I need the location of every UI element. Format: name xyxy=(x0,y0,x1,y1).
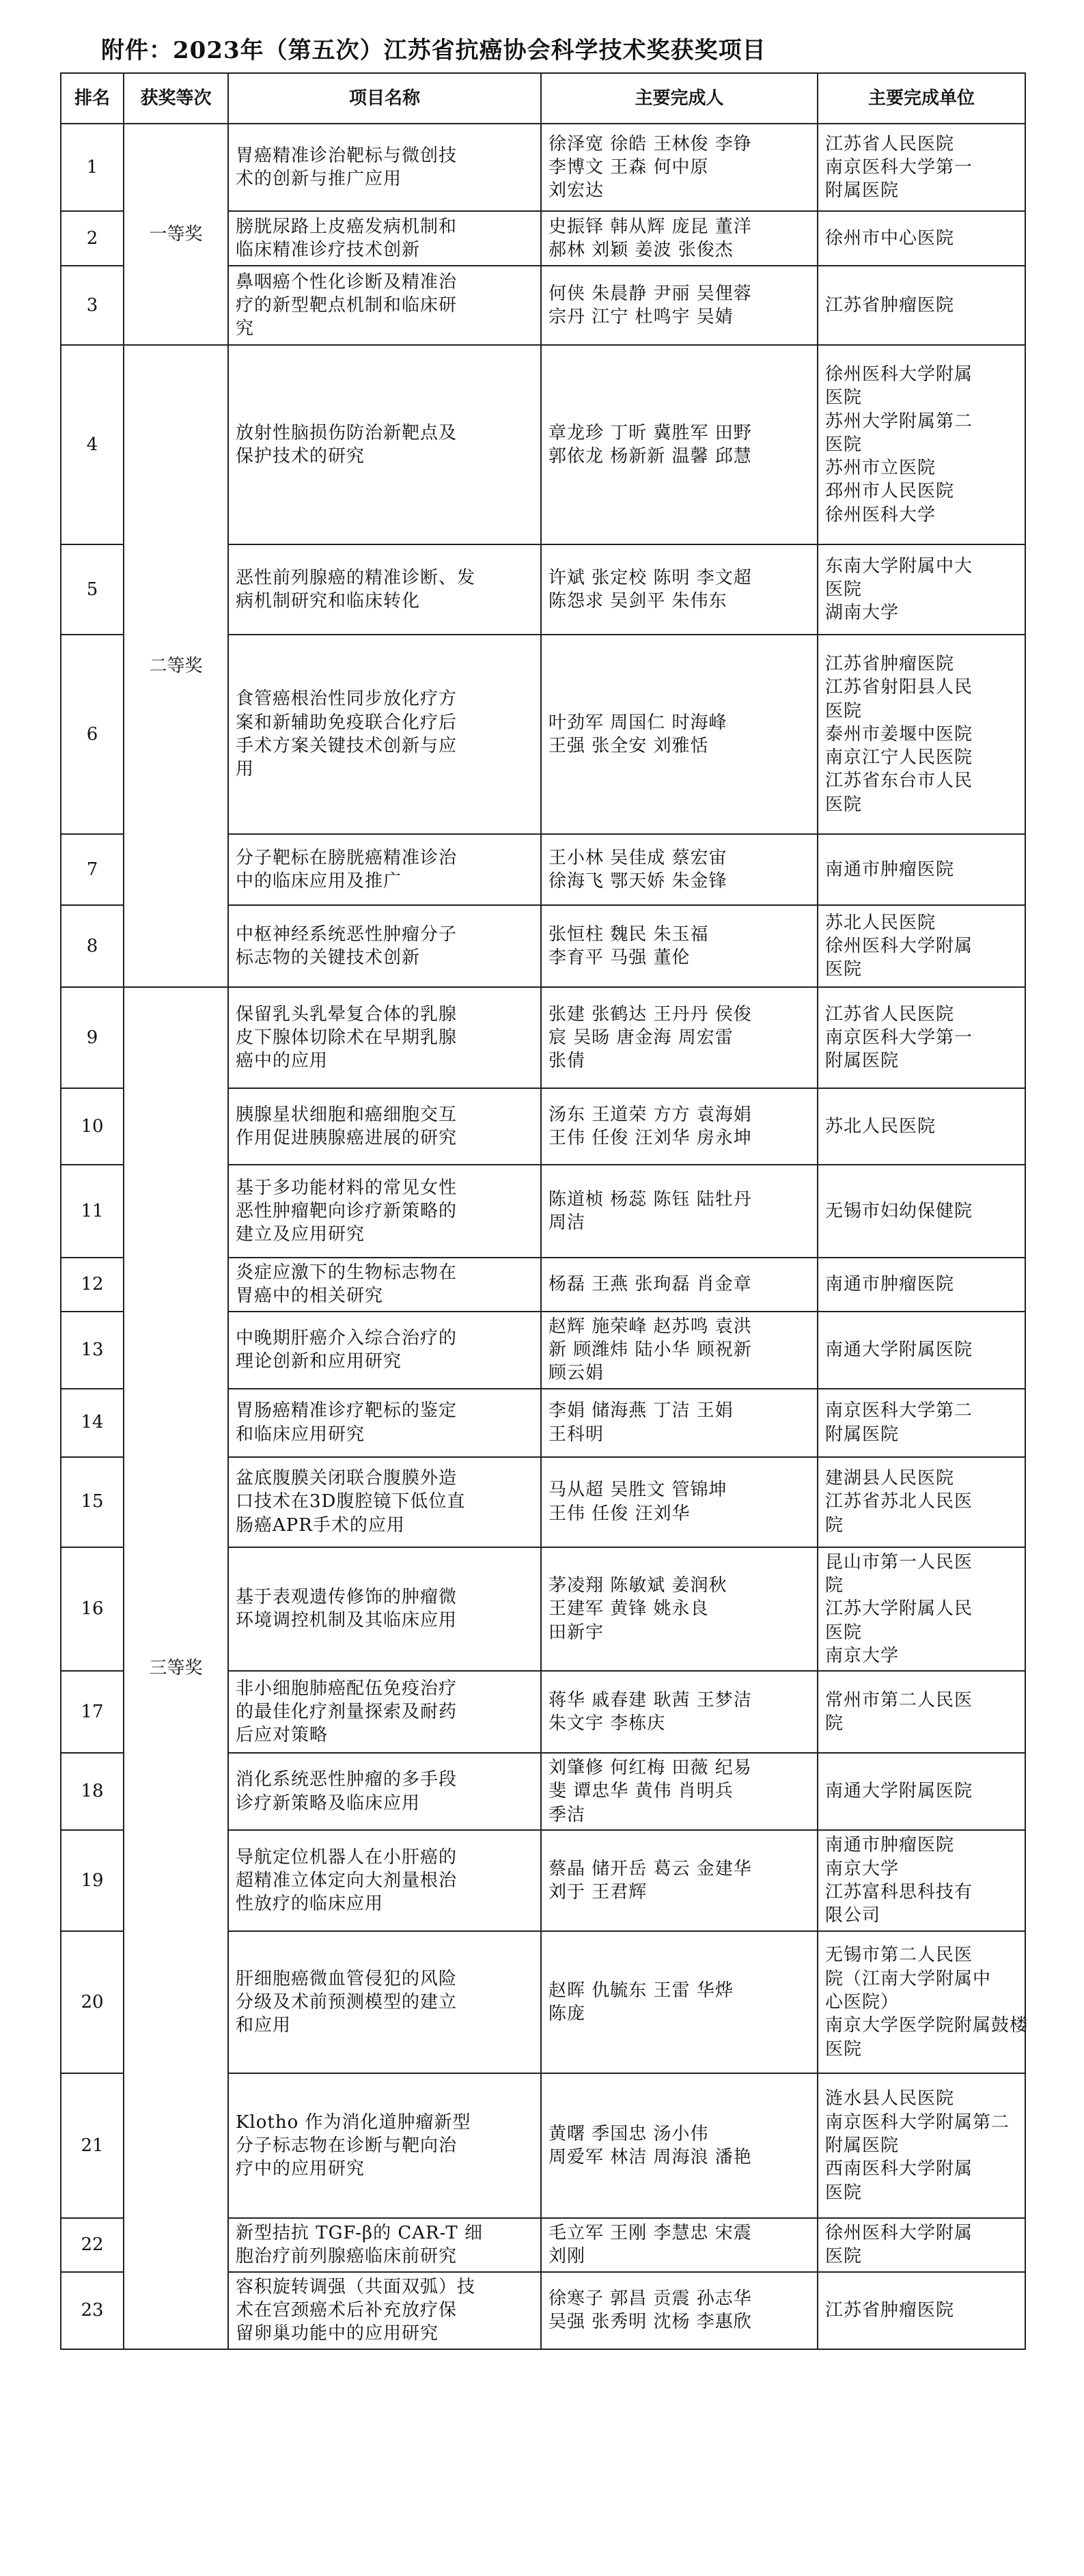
cell-text-line: 王伟 任俊 汪刘华 xyxy=(548,1503,691,1524)
cell-text-line: 用 xyxy=(236,759,255,780)
main-contributors-cell xyxy=(541,987,818,1088)
project-name-cell xyxy=(228,635,541,834)
rank-cell: 19 xyxy=(61,1830,124,1931)
cell-text-line: 徐海飞 鄂天娇 朱金锋 xyxy=(548,871,727,891)
main-units-cell xyxy=(818,905,1025,987)
main-units-cell xyxy=(818,1389,1025,1457)
cell-text-line: 南京大学 xyxy=(825,1645,900,1666)
column-header-project-name: 项目名称 xyxy=(228,73,541,124)
rank-cell: 4 xyxy=(61,345,124,544)
cell-text-line: 徐泽宽 徐皓 王林俊 李铮 xyxy=(548,133,752,154)
cell-text-line: 徐州医科大学附属 xyxy=(825,935,973,956)
project-name-cell xyxy=(228,1165,541,1258)
cell-text-line: 手术方案关键技术创新与应 xyxy=(236,736,458,756)
cell-text-line: 医院 xyxy=(825,387,863,408)
cell-text-line: 南京江宁人民医院 xyxy=(825,747,973,768)
rank-cell: 12 xyxy=(61,1258,124,1312)
main-units-cell xyxy=(818,124,1025,211)
cell-text-line: 徐州医科大学 xyxy=(825,504,936,525)
cell-text-line: 江苏省人民医院 xyxy=(825,1003,955,1025)
cell-text-line: 刘肇修 何红梅 田薇 纪易 xyxy=(548,1758,752,1779)
rank-cell: 13 xyxy=(61,1312,124,1389)
cell-text-line: 临床精准诊疗技术创新 xyxy=(236,240,421,260)
main-contributors-cell xyxy=(541,1931,818,2073)
column-header-main-contributors: 主要完成人 xyxy=(541,73,818,124)
table-header-row xyxy=(61,73,1025,124)
cell-text-line: 苏州大学附属第二 xyxy=(825,411,973,432)
cell-text-line: 郝林 刘颖 姜波 张俊杰 xyxy=(548,240,734,260)
main-units-cell xyxy=(818,1830,1025,1931)
main-units-cell xyxy=(818,1165,1025,1258)
cell-text-line: 宗丹 江宁 杜鸣宇 吴婧 xyxy=(548,307,734,327)
project-name-cell xyxy=(228,266,541,345)
main-contributors-cell xyxy=(541,1457,818,1547)
cell-text-line: 刘宏达 xyxy=(548,180,604,202)
cell-text-line: 顾云娟 xyxy=(548,1363,604,1384)
cell-text-line: 朱文宇 李栋庆 xyxy=(548,1713,666,1734)
cell-text-line: 癌中的应用 xyxy=(236,1051,329,1072)
cell-text-line: 医院 xyxy=(825,579,863,600)
table-body xyxy=(61,124,1029,2349)
rank-cell: 2 xyxy=(61,211,124,266)
cell-text-line: 东南大学附属中大 xyxy=(825,555,973,577)
cell-text-line: 食管癌根治性同步放化疗方 xyxy=(236,689,458,710)
cell-text-line: 杨磊 王燕 张珣磊 肖金章 xyxy=(548,1274,752,1295)
cell-text-line: 和临床应用研究 xyxy=(236,1424,365,1445)
main-units-cell xyxy=(818,1088,1025,1165)
main-contributors-cell xyxy=(541,1830,818,1931)
cell-text-line: 新型拮抗 TGF-β的 CAR-T 细 xyxy=(236,2223,484,2244)
cell-text-line: 南京大学 xyxy=(825,1858,900,1879)
project-name-cell xyxy=(228,211,541,266)
rank-cell: 10 xyxy=(61,1088,124,1165)
cell-text-line: 南通大学附属医院 xyxy=(825,1781,973,1802)
cell-text-line: 基于表观遗传修饰的肿瘤微 xyxy=(236,1587,458,1608)
project-name-cell xyxy=(228,124,541,211)
cell-text-line: 湖南大学 xyxy=(825,603,900,624)
project-name-cell xyxy=(228,2073,541,2218)
project-name-cell xyxy=(228,2218,541,2272)
cell-text-line: 江苏省肿瘤医院 xyxy=(825,2300,955,2321)
cell-text-line: 南京大学医学院附属鼓楼 xyxy=(825,2015,1029,2036)
cell-text-line: 黄曙 季国忠 汤小伟 xyxy=(548,2123,709,2144)
award-level-cell: 三等奖 xyxy=(124,987,228,2349)
cell-text-line: 基于多功能材料的常见女性 xyxy=(236,1177,458,1198)
cell-text-line: 南通市肿瘤医院 xyxy=(825,859,955,880)
cell-text-line: 中的临床应用及推广 xyxy=(236,871,402,891)
cell-text-line: 王科明 xyxy=(548,1424,604,1445)
cell-text-line: 张恒柱 魏民 朱玉福 xyxy=(548,924,709,945)
main-contributors-cell xyxy=(541,1753,818,1830)
cell-text-line: 新 顾潍炜 陆小华 顾祝新 xyxy=(548,1339,752,1360)
cell-text-line: 江苏省东台市人民 xyxy=(825,771,973,792)
cell-text-line: Klotho 作为消化道肿瘤新型 xyxy=(236,2111,471,2133)
cell-text-line: 无锡市第二人民医 xyxy=(825,1945,973,1966)
cell-text-line: 南京医科大学第一 xyxy=(825,1027,973,1048)
cell-text-line: 后应对策略 xyxy=(236,1725,329,1746)
main-contributors-cell xyxy=(541,124,818,211)
rank-cell: 21 xyxy=(61,2073,124,2218)
cell-text-line: 江苏省人民医院 xyxy=(825,133,955,154)
cell-text-line: 张建 张鹤达 王丹丹 侯俊 xyxy=(548,1003,752,1025)
main-contributors-cell xyxy=(541,266,818,345)
cell-text-line: 胞治疗前列腺癌临床前研究 xyxy=(236,2246,458,2267)
column-header-rank: 排名 xyxy=(61,73,124,124)
cell-text-line: 苏北人民医院 xyxy=(825,912,936,933)
main-units-cell xyxy=(818,1931,1029,2073)
cell-text-line: 章龙珍 丁昕 冀胜军 田野 xyxy=(548,422,752,443)
cell-text-line: 郭依龙 杨新新 温馨 邱慧 xyxy=(548,446,752,467)
cell-text-line: 放射性脑损伤防治新靶点及 xyxy=(236,422,458,443)
rank-cell: 5 xyxy=(61,544,124,635)
cell-text-line: 分级及术前预测模型的建立 xyxy=(236,1991,458,2012)
rank-cell: 8 xyxy=(61,905,124,987)
cell-text-line: 口技术在3D腹腔镜下低位直 xyxy=(236,1491,466,1512)
cell-text-line: 江苏大学附属人民 xyxy=(825,1598,973,1620)
awards-table xyxy=(60,72,1029,2350)
cell-text-line: 徐州市中心医院 xyxy=(825,227,955,249)
cell-text-line: 叶劲军 周国仁 时海峰 xyxy=(548,712,727,733)
cell-text-line: 斐 谭忠华 黄伟 肖明兵 xyxy=(548,1781,734,1802)
cell-text-line: 吴强 张秀明 沈杨 李惠欣 xyxy=(548,2312,752,2333)
rank-cell: 20 xyxy=(61,1931,124,2073)
project-name-cell xyxy=(228,1457,541,1547)
award-level-cell: 一等奖 xyxy=(124,124,228,345)
main-contributors-cell xyxy=(541,905,818,987)
cell-text-line: 陈怨求 吴剑平 朱伟东 xyxy=(548,591,727,611)
cell-text-line: 建湖县人民医院 xyxy=(825,1468,955,1489)
cell-text-line: 徐州医科大学附属 xyxy=(825,2223,973,2244)
cell-text-line: 消化系统恶性肿瘤的多手段 xyxy=(236,1769,458,1790)
cell-text-line: 心医院） xyxy=(825,1991,900,2012)
cell-text-line: 徐州医科大学附属 xyxy=(825,363,973,385)
main-contributors-cell xyxy=(541,1258,818,1312)
cell-text-line: 医院 xyxy=(825,1622,863,1643)
cell-text-line: 昆山市第一人民医 xyxy=(825,1551,973,1573)
cell-text-line: 标志物的关键技术创新 xyxy=(236,947,421,968)
cell-text-line: 中枢神经系统恶性肿瘤分子 xyxy=(236,924,458,945)
cell-text-line: 刘于 王君辉 xyxy=(548,1882,648,1903)
cell-text-line: 病机制研究和临床转化 xyxy=(236,591,421,611)
cell-text-line: 江苏省肿瘤医院 xyxy=(825,294,955,316)
main-contributors-cell xyxy=(541,834,818,905)
project-name-cell xyxy=(228,1312,541,1389)
cell-text-line: 附属医院 xyxy=(825,1051,900,1072)
cell-text-line: 分子靶标在膀胱癌精准诊治 xyxy=(236,847,458,868)
cell-text-line: 作用促进胰腺癌进展的研究 xyxy=(236,1128,458,1148)
main-contributors-cell xyxy=(541,544,818,635)
cell-text-line: 李博文 王森 何中原 xyxy=(548,156,709,178)
cell-text-line: 江苏省苏北人民医 xyxy=(825,1491,973,1512)
main-contributors-cell xyxy=(541,1088,818,1165)
main-units-cell xyxy=(818,1547,1025,1672)
cell-text-line: 许斌 张定校 陈明 李文超 xyxy=(548,567,752,588)
cell-text-line: 导航定位机器人在小肝癌的 xyxy=(236,1846,458,1868)
cell-text-line: 限公司 xyxy=(825,1905,881,1926)
main-units-cell xyxy=(818,544,1025,635)
main-contributors-cell xyxy=(541,1312,818,1389)
cell-text-line: 医院 xyxy=(825,2182,863,2203)
cell-text-line: 泰州市姜堰中医院 xyxy=(825,723,973,745)
project-name-cell xyxy=(228,544,541,635)
award-level-cell: 二等奖 xyxy=(124,345,228,987)
project-name-cell xyxy=(228,1088,541,1165)
cell-text-line: 南通市肿瘤医院 xyxy=(825,1835,955,1856)
cell-text-line: 胃肠癌精准诊疗靶标的鉴定 xyxy=(236,1400,458,1422)
cell-text-line: 南京医科大学第二 xyxy=(825,1400,973,1422)
cell-text-line: 王伟 任俊 汪刘华 房永坤 xyxy=(548,1128,752,1148)
main-contributors-cell xyxy=(541,2073,818,2218)
project-name-cell xyxy=(228,905,541,987)
main-contributors-cell xyxy=(541,1671,818,1753)
cell-text-line: 附属医院 xyxy=(825,2135,900,2156)
cell-text-line: 李育平 马强 董伦 xyxy=(548,947,691,968)
cell-text-line: 非小细胞肺癌配伍免疫治疗 xyxy=(236,1678,458,1699)
cell-text-line: 皮下腺体切除术在早期乳腺 xyxy=(236,1027,458,1048)
cell-text-line: 附属医院 xyxy=(825,180,900,202)
document-title: 附件：2023年（第五次）江苏省抗癌协会科学技术奖获奖项目 xyxy=(101,37,766,64)
cell-text-line: 院（江南大学附属中 xyxy=(825,1968,992,1989)
cell-text-line: 术的创新与推广应用 xyxy=(236,169,402,189)
cell-text-line: 赵辉 施荣峰 赵苏鸣 袁洪 xyxy=(548,1316,752,1337)
main-contributors-cell xyxy=(541,1389,818,1457)
project-name-cell xyxy=(228,2272,541,2349)
cell-text-line: 何侠 朱晨静 尹丽 吴俚蓉 xyxy=(548,283,752,304)
project-name-cell xyxy=(228,1753,541,1830)
cell-text-line: 院 xyxy=(825,1575,844,1596)
rank-cell: 9 xyxy=(61,987,124,1088)
cell-text-line: 王强 张全安 刘雅恬 xyxy=(548,736,709,756)
cell-text-line: 疗中的应用研究 xyxy=(236,2159,365,2180)
column-header-main-units: 主要完成单位 xyxy=(818,73,1025,124)
main-units-cell xyxy=(818,211,1025,266)
cell-text-line: 医院 xyxy=(825,700,863,721)
cell-text-line: 李娟 储海燕 丁洁 王娟 xyxy=(548,1400,734,1422)
cell-text-line: 肠癌APR手术的应用 xyxy=(236,1514,405,1536)
rank-cell: 17 xyxy=(61,1671,124,1753)
cell-text-line: 周洁 xyxy=(548,1213,586,1233)
project-name-cell xyxy=(228,345,541,544)
cell-text-line: 分子标志物在诊断与靶向治 xyxy=(236,2135,458,2156)
project-name-cell xyxy=(228,1830,541,1931)
cell-text-line: 保留乳头乳晕复合体的乳腺 xyxy=(236,1003,458,1025)
cell-text-line: 医院 xyxy=(825,959,863,980)
main-units-cell xyxy=(818,2073,1025,2218)
cell-text-line: 南京医科大学附属第二 xyxy=(825,2111,1010,2133)
cell-text-line: 江苏省肿瘤医院 xyxy=(825,653,955,674)
rank-cell: 15 xyxy=(61,1457,124,1547)
cell-text-line: 案和新辅助免疫联合化疗后 xyxy=(236,712,458,733)
cell-text-line: 徐寒子 郭昌 贡震 孙志华 xyxy=(548,2288,752,2309)
main-contributors-cell xyxy=(541,2218,818,2272)
rank-cell: 22 xyxy=(61,2218,124,2272)
main-units-cell xyxy=(818,1753,1025,1830)
cell-text-line: 保护技术的研究 xyxy=(236,446,365,467)
main-units-cell xyxy=(818,1258,1025,1312)
main-contributors-cell xyxy=(541,635,818,834)
cell-text-line: 苏北人民医院 xyxy=(825,1116,936,1137)
cell-text-line: 医院 xyxy=(825,2246,863,2267)
cell-text-line: 恶性肿瘤靶向诊疗新策略的 xyxy=(236,1200,458,1221)
cell-text-line: 常州市第二人民医 xyxy=(825,1689,973,1711)
cell-text-line: 汤东 王道荣 方方 袁海娟 xyxy=(548,1104,752,1125)
cell-text-line: 院 xyxy=(825,1713,844,1734)
main-contributors-cell xyxy=(541,345,818,544)
cell-text-line: 医院 xyxy=(825,2038,863,2060)
cell-text-line: 马从超 吴胜文 管锦坤 xyxy=(548,1480,727,1501)
cell-text-line: 苏州市立医院 xyxy=(825,458,936,479)
cell-text-line: 医院 xyxy=(825,794,863,815)
rank-cell: 1 xyxy=(61,124,124,211)
main-units-cell xyxy=(818,1671,1025,1753)
rank-cell: 16 xyxy=(61,1547,124,1672)
cell-text-line: 茅凌翔 陈敏斌 姜润秋 xyxy=(548,1575,727,1596)
rank-cell: 6 xyxy=(61,635,124,834)
cell-text-line: 膀胱尿路上皮癌发病机制和 xyxy=(236,216,458,237)
project-name-cell xyxy=(228,1258,541,1312)
main-units-cell xyxy=(818,1457,1025,1547)
cell-text-line: 周爱军 林洁 周海浪 潘艳 xyxy=(548,2147,752,2168)
cell-text-line: 王小林 吴佳成 蔡宏宙 xyxy=(548,847,727,868)
project-name-cell xyxy=(228,1931,541,2073)
cell-text-line: 江苏富科思科技有 xyxy=(825,1882,973,1903)
project-name-cell xyxy=(228,834,541,905)
rank-cell: 7 xyxy=(61,834,124,905)
rank-cell: 14 xyxy=(61,1389,124,1457)
cell-text-line: 南京医科大学第一 xyxy=(825,156,973,178)
main-units-cell xyxy=(818,345,1025,544)
cell-text-line: 疗的新型靶点机制和临床研 xyxy=(236,294,458,316)
cell-text-line: 环境调控机制及其临床应用 xyxy=(236,1610,458,1631)
cell-text-line: 性放疗的临床应用 xyxy=(236,1894,384,1915)
cell-text-line: 院 xyxy=(825,1514,844,1536)
main-contributors-cell xyxy=(541,1547,818,1672)
main-units-cell xyxy=(818,266,1025,345)
table-row xyxy=(61,124,1025,211)
cell-text-line: 田新宇 xyxy=(548,1622,604,1643)
project-name-cell xyxy=(228,1671,541,1753)
cell-text-line: 胃癌中的相关研究 xyxy=(236,1286,384,1307)
cell-text-line: 江苏省射阳县人民 xyxy=(825,677,973,698)
cell-text-line: 医院 xyxy=(825,434,863,455)
main-contributors-cell xyxy=(541,211,818,266)
main-units-cell xyxy=(818,2272,1025,2349)
rank-cell: 18 xyxy=(61,1753,124,1830)
table-row xyxy=(61,345,1025,544)
cell-text-line: 附属医院 xyxy=(825,1424,900,1445)
main-units-cell xyxy=(818,635,1025,834)
main-units-cell xyxy=(818,1312,1025,1389)
cell-text-line: 蒋华 戚春建 耿茜 王梦洁 xyxy=(548,1689,752,1711)
main-units-cell xyxy=(818,2218,1025,2272)
cell-text-line: 留卵巢功能中的应用研究 xyxy=(236,2323,439,2344)
cell-text-line: 毛立军 王刚 李慧忠 宋震 xyxy=(548,2223,752,2244)
cell-text-line: 涟水县人民医院 xyxy=(825,2088,955,2109)
rank-cell: 11 xyxy=(61,1165,124,1258)
cell-text-line: 陈道桢 杨蕊 陈钰 陆牡丹 xyxy=(548,1189,752,1210)
cell-text-line: 史振铎 韩从辉 庞昆 董洋 xyxy=(548,216,752,237)
cell-text-line: 鼻咽癌个性化诊断及精准治 xyxy=(236,271,458,292)
cell-text-line: 的最佳化疗剂量探索及耐药 xyxy=(236,1701,458,1722)
cell-text-line: 陈庞 xyxy=(548,2004,586,2025)
cell-text-line: 肝细胞癌微血管侵犯的风险 xyxy=(236,1968,458,1989)
cell-text-line: 恶性前列腺癌的精准诊断、发 xyxy=(236,567,476,588)
rank-cell: 23 xyxy=(61,2272,124,2349)
main-units-cell xyxy=(818,987,1025,1088)
cell-text-line: 胃癌精准诊治靶标与微创技 xyxy=(236,145,458,166)
cell-text-line: 季洁 xyxy=(548,1804,586,1825)
cell-text-line: 究 xyxy=(236,318,255,340)
project-name-cell xyxy=(228,1389,541,1457)
cell-text-line: 赵晖 仇毓东 王雷 华烨 xyxy=(548,1980,734,2001)
cell-text-line: 宸 吴旸 唐金海 周宏雷 xyxy=(548,1027,734,1048)
cell-text-line: 南通市肿瘤医院 xyxy=(825,1274,955,1295)
rank-cell: 3 xyxy=(61,266,124,345)
cell-text-line: 和应用 xyxy=(236,2015,292,2036)
cell-text-line: 邳州市人民医院 xyxy=(825,481,955,502)
cell-text-line: 容积旋转调强（共面双弧）技 xyxy=(236,2276,476,2297)
cell-text-line: 南通大学附属医院 xyxy=(825,1339,973,1360)
cell-text-line: 术在宫颈癌术后补充放疗保 xyxy=(236,2300,458,2321)
cell-text-line: 盆底腹膜关闭联合腹膜外造 xyxy=(236,1468,458,1489)
column-header-level: 获奖等次 xyxy=(124,73,228,124)
cell-text-line: 刘刚 xyxy=(548,2246,586,2267)
cell-text-line: 西南医科大学附属 xyxy=(825,2159,973,2180)
cell-text-line: 建立及应用研究 xyxy=(236,1224,365,1245)
cell-text-line: 蔡晶 储开岳 葛云 金建华 xyxy=(548,1858,752,1879)
cell-text-line: 无锡市妇幼保健院 xyxy=(825,1200,973,1221)
table-row xyxy=(61,987,1025,1088)
cell-text-line: 王建军 黄锋 姚永良 xyxy=(548,1598,709,1620)
cell-text-line: 张倩 xyxy=(548,1051,586,1072)
project-name-cell xyxy=(228,987,541,1088)
cell-text-line: 超精准立体定向大剂量根治 xyxy=(236,1870,458,1891)
project-name-cell xyxy=(228,1547,541,1672)
cell-text-line: 炎症应激下的生物标志物在 xyxy=(236,1262,458,1283)
cell-text-line: 中晚期肝癌介入综合治疗的 xyxy=(236,1327,458,1348)
cell-text-line: 诊疗新策略及临床应用 xyxy=(236,1792,421,1814)
cell-text-line: 理论创新和应用研究 xyxy=(236,1351,402,1372)
main-contributors-cell xyxy=(541,2272,818,2349)
cell-text-line: 胰腺星状细胞和癌细胞交互 xyxy=(236,1104,458,1125)
main-units-cell xyxy=(818,834,1025,905)
main-contributors-cell xyxy=(541,1165,818,1258)
